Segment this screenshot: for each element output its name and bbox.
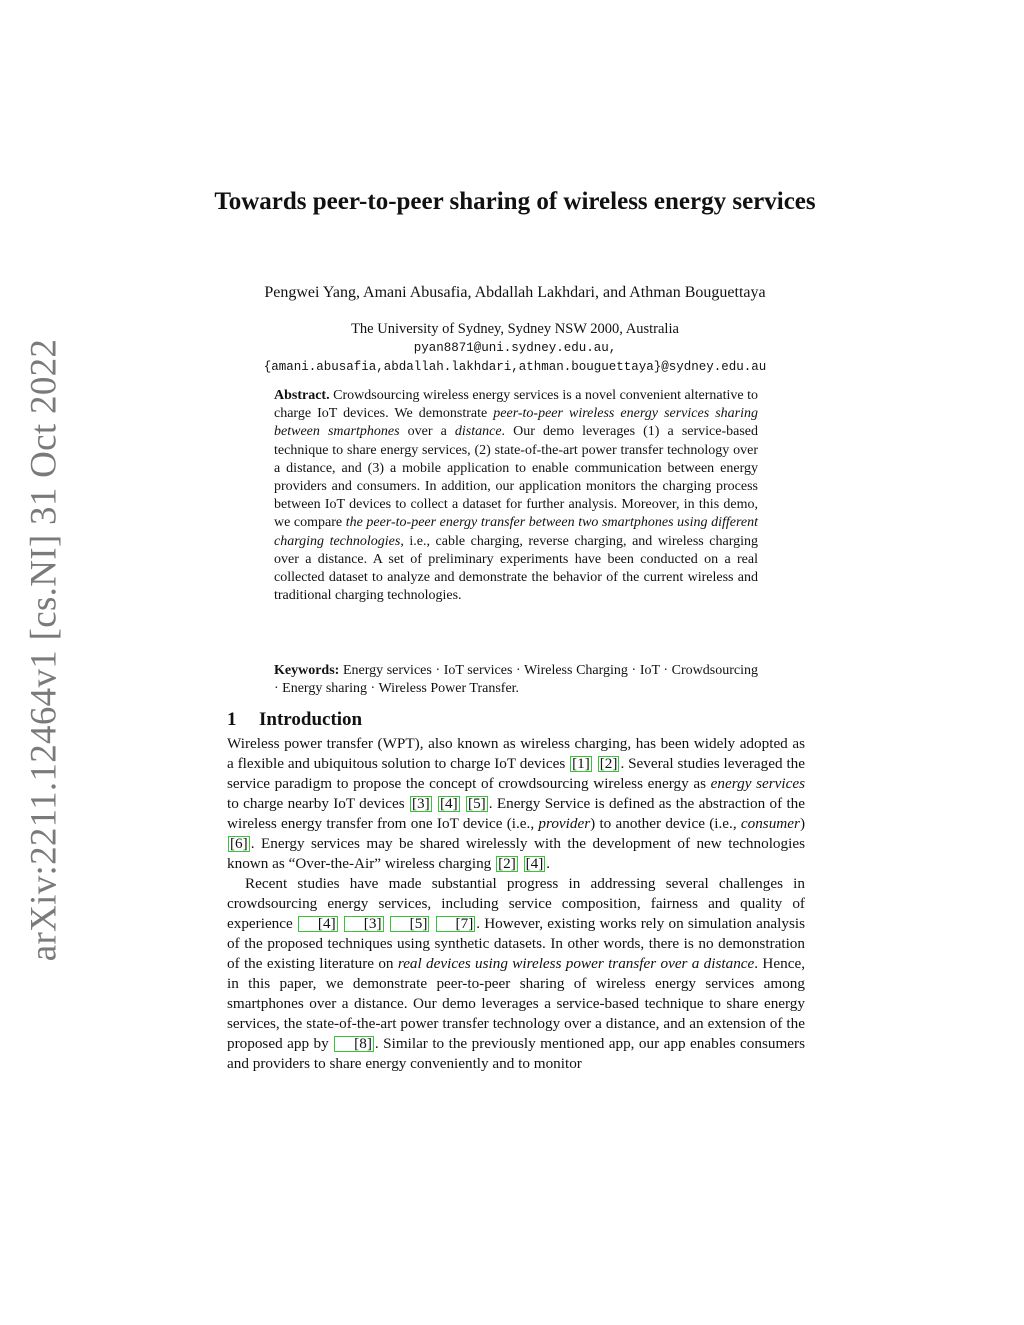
paragraph-emphasis: consumer [740, 815, 800, 832]
section-number: 1 [227, 709, 237, 730]
citation-link[interactable]: [4] [298, 916, 338, 932]
citation-link[interactable]: [5] [390, 916, 430, 932]
citation-link[interactable]: [6] [230, 835, 248, 852]
abstract-text: over a [399, 424, 455, 440]
affiliation-line: The University of Sydney, Sydney NSW 2000, Australia [351, 321, 679, 337]
paper-title: Towards peer-to-peer sharing of wireless energy services [214, 188, 816, 215]
abstract-text: . Our demo leverages (1) a service-based technique to share energy services, (2) state-of-the-art power transfer technology over a distance, and (3) a mobile application to enable communication between energy providers and consumers. In addition, our application monitors the charging process between IoT devices to collect a dataset for further analysis. Moreover, in this demo, we compare [274, 424, 758, 531]
citation-link[interactable]: [8] [334, 1036, 374, 1052]
keywords [274, 662, 758, 698]
introduction-body [227, 734, 805, 1074]
paragraph-text: . Several studies leveraged the service paradigm to propose the concept of crowdsourcing wireless energy as [227, 755, 805, 792]
affiliation-block [200, 320, 830, 377]
paragraph-text: . Hence, in this paper, we demonstrate peer-to-peer sharing of wireless energy services among smartphones over a distance. Our demo leverages a service-based technique to share energy services, the state-of-the-art power transfer technology over a distance, and an extension of the proposed app by [227, 955, 805, 1052]
citation-link[interactable]: [3] [344, 916, 384, 932]
paragraph-text: . However, existing works rely on simulation analysis of the proposed techniques using synthetic datasets. In other words, there is no demonstration of the existing literature on [227, 915, 806, 972]
paragraph-emphasis: real devices using wireless power transfer over a distance [397, 955, 755, 972]
paragraph-text: Wireless power transfer (WPT), also known as wireless charging, has been widely adopted as a flexible and ubiquitous solution to charge IoT devices [227, 735, 805, 772]
keywords-text: Energy services · IoT services · Wireless Charging · IoT · Crowdsourcing · Energy sharing · Wireless Power Transfer. [274, 663, 758, 697]
citation-link[interactable]: [4] [440, 795, 458, 812]
paragraph-text: . Energy Service is defined as the abstraction of the wireless energy transfer from one IoT device (i.e., [227, 795, 805, 832]
email-line-1: pyan8871@uni.sydney.edu.au, [413, 341, 617, 355]
keywords-label: Keywords: [274, 663, 340, 678]
citation-link[interactable]: [3] [411, 795, 430, 812]
paragraph-emphasis: energy services [710, 775, 806, 792]
paragraph-text: Recent studies have made substantial progress in addressing several challenges in crowdsourcing energy services, including service composition, fairness and quality of experience [227, 875, 805, 932]
abstract-text: , i.e., cable charging, reverse charging, and wireless charging over a distance. A set of preliminary experiments have been conducted on a real collected dataset to analyze and demonstrate the behavior of the current wireless and traditional charging technologies. [274, 533, 758, 604]
paragraph-text: . Energy services may be shared wirelessly with the development of new technologies known as “Over-the-Air” wireless charging [227, 835, 805, 872]
paragraph-text: . [546, 855, 551, 872]
paragraph-text: to charge nearby IoT devices [227, 795, 409, 812]
paragraph [227, 734, 805, 874]
abstract-emphasis: the peer-to-peer energy transfer between two smartphones using different charging technologies [274, 515, 758, 549]
citation-link[interactable]: [2] [498, 855, 516, 872]
paragraph-text: ) to another device (i.e., [590, 815, 741, 832]
author-list: Pengwei Yang, Amani Abusafia, Abdallah Lakhdari, and Athman Bouguettaya [264, 284, 766, 301]
paragraph-text: ) [799, 815, 805, 832]
citation-link[interactable]: [7] [436, 916, 476, 932]
paragraph-emphasis: provider [538, 815, 591, 832]
abstract [274, 387, 758, 605]
citation-link[interactable]: [2] [599, 755, 618, 772]
citation-link[interactable]: [5] [468, 795, 486, 812]
section-heading [227, 709, 362, 731]
arxiv-identifier-stamp: arXiv:2211.12464v1 [cs.NI] 31 Oct 2022 [23, 338, 65, 962]
citation-link[interactable]: [1] [572, 755, 590, 772]
abstract-emphasis: distance [454, 424, 502, 440]
abstract-emphasis: peer-to-peer wireless energy services sharing between smartphones [274, 406, 758, 440]
email-line-2: {amani.abusafia,abdallah.lakhdari,athman.bouguettaya}@sydney.edu.au [263, 360, 767, 374]
paragraph [227, 874, 805, 1074]
paragraph-text: . Similar to the previously mentioned app, our app enables consumers and providers to share energy conveniently and to monitor [227, 1035, 805, 1072]
section-title: Introduction [259, 709, 363, 730]
citation-link[interactable]: [4] [525, 855, 544, 872]
abstract-label: Abstract. [274, 388, 330, 403]
abstract-text: Crowdsourcing wireless energy services is a novel convenient alternative to charge IoT devices. We demonstrate [274, 388, 758, 422]
